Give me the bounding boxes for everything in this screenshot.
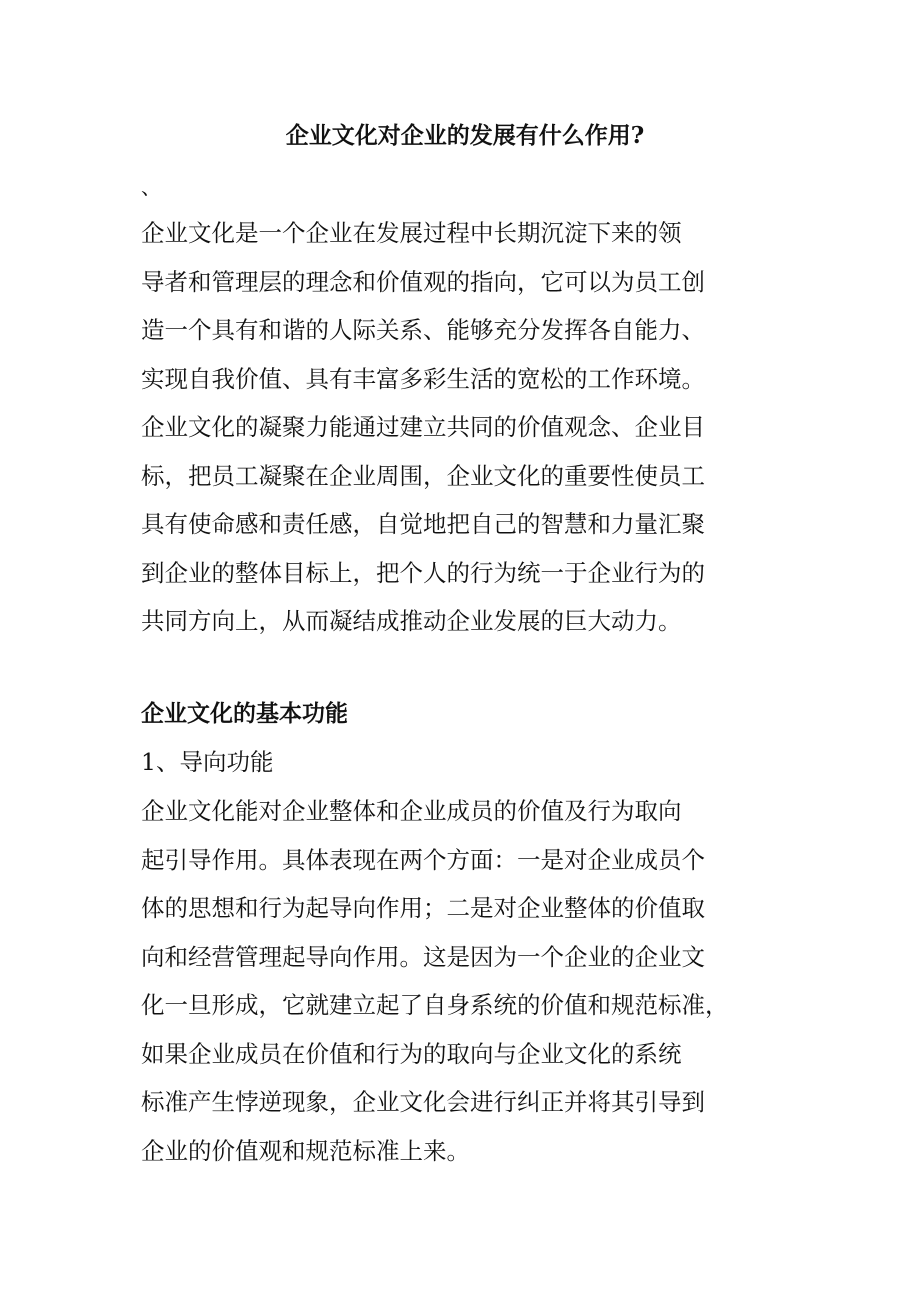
intro-line: 到企业的整体目标上，把个人的行为统一于企业行为的 xyxy=(141,558,705,587)
body-line: 标准产生悖逆现象，企业文化会进行纠正并将其引导到 xyxy=(141,1088,705,1116)
body-line: 化一旦形成，它就建立起了自身系统的价值和规范标准， xyxy=(141,991,729,1019)
intro-line: 具有使命感和责任感，自觉地把自己的智慧和力量汇聚 xyxy=(141,510,705,538)
intro-line: 造一个具有和谐的人际关系、能够充分发挥各自能力、 xyxy=(141,316,705,344)
section-heading: 企业文化的基本功能 xyxy=(141,700,348,727)
body-line: 向和经营管理起导向作用。这是因为一个企业的企业文 xyxy=(141,942,705,971)
intro-line: 企业文化是一个企业在发展过程中长期沉淀下来的领 xyxy=(141,219,682,247)
intro-line: 共同方向上，从而凝结成推动企业发展的巨大动力。 xyxy=(141,607,682,635)
stray-mark: 、 xyxy=(141,175,161,199)
intro-line: 企业文化的凝聚力能通过建立共同的价值观念、企业目 xyxy=(141,413,705,441)
document-title: 企业文化对企业的发展有什么作用? xyxy=(285,122,645,149)
intro-paragraph xyxy=(141,209,733,646)
intro-line: 导者和管理层的理念和价值观的指向，它可以为员工创 xyxy=(141,267,705,296)
body-line: 如果企业成员在价值和行为的取向与企业文化的系统 xyxy=(141,1039,682,1068)
body-line: 企业文化能对企业整体和企业成员的价值及行为取向 xyxy=(141,797,682,825)
body-line: 起引导作用。具体表现在两个方面：一是对企业成员个 xyxy=(141,845,705,874)
guidance-paragraph xyxy=(141,787,733,1175)
intro-line: 标，把员工凝聚在企业周围，企业文化的重要性使员工 xyxy=(141,461,705,490)
intro-line: 实现自我价值、具有丰富多彩生活的宽松的工作环境。 xyxy=(141,364,705,393)
body-line: 体的思想和行为起导向作用；二是对企业整体的价值取 xyxy=(141,894,705,922)
subsection-heading: 1、导向功能 xyxy=(141,748,274,776)
body-line: 企业的价值观和规范标准上来。 xyxy=(141,1136,470,1165)
